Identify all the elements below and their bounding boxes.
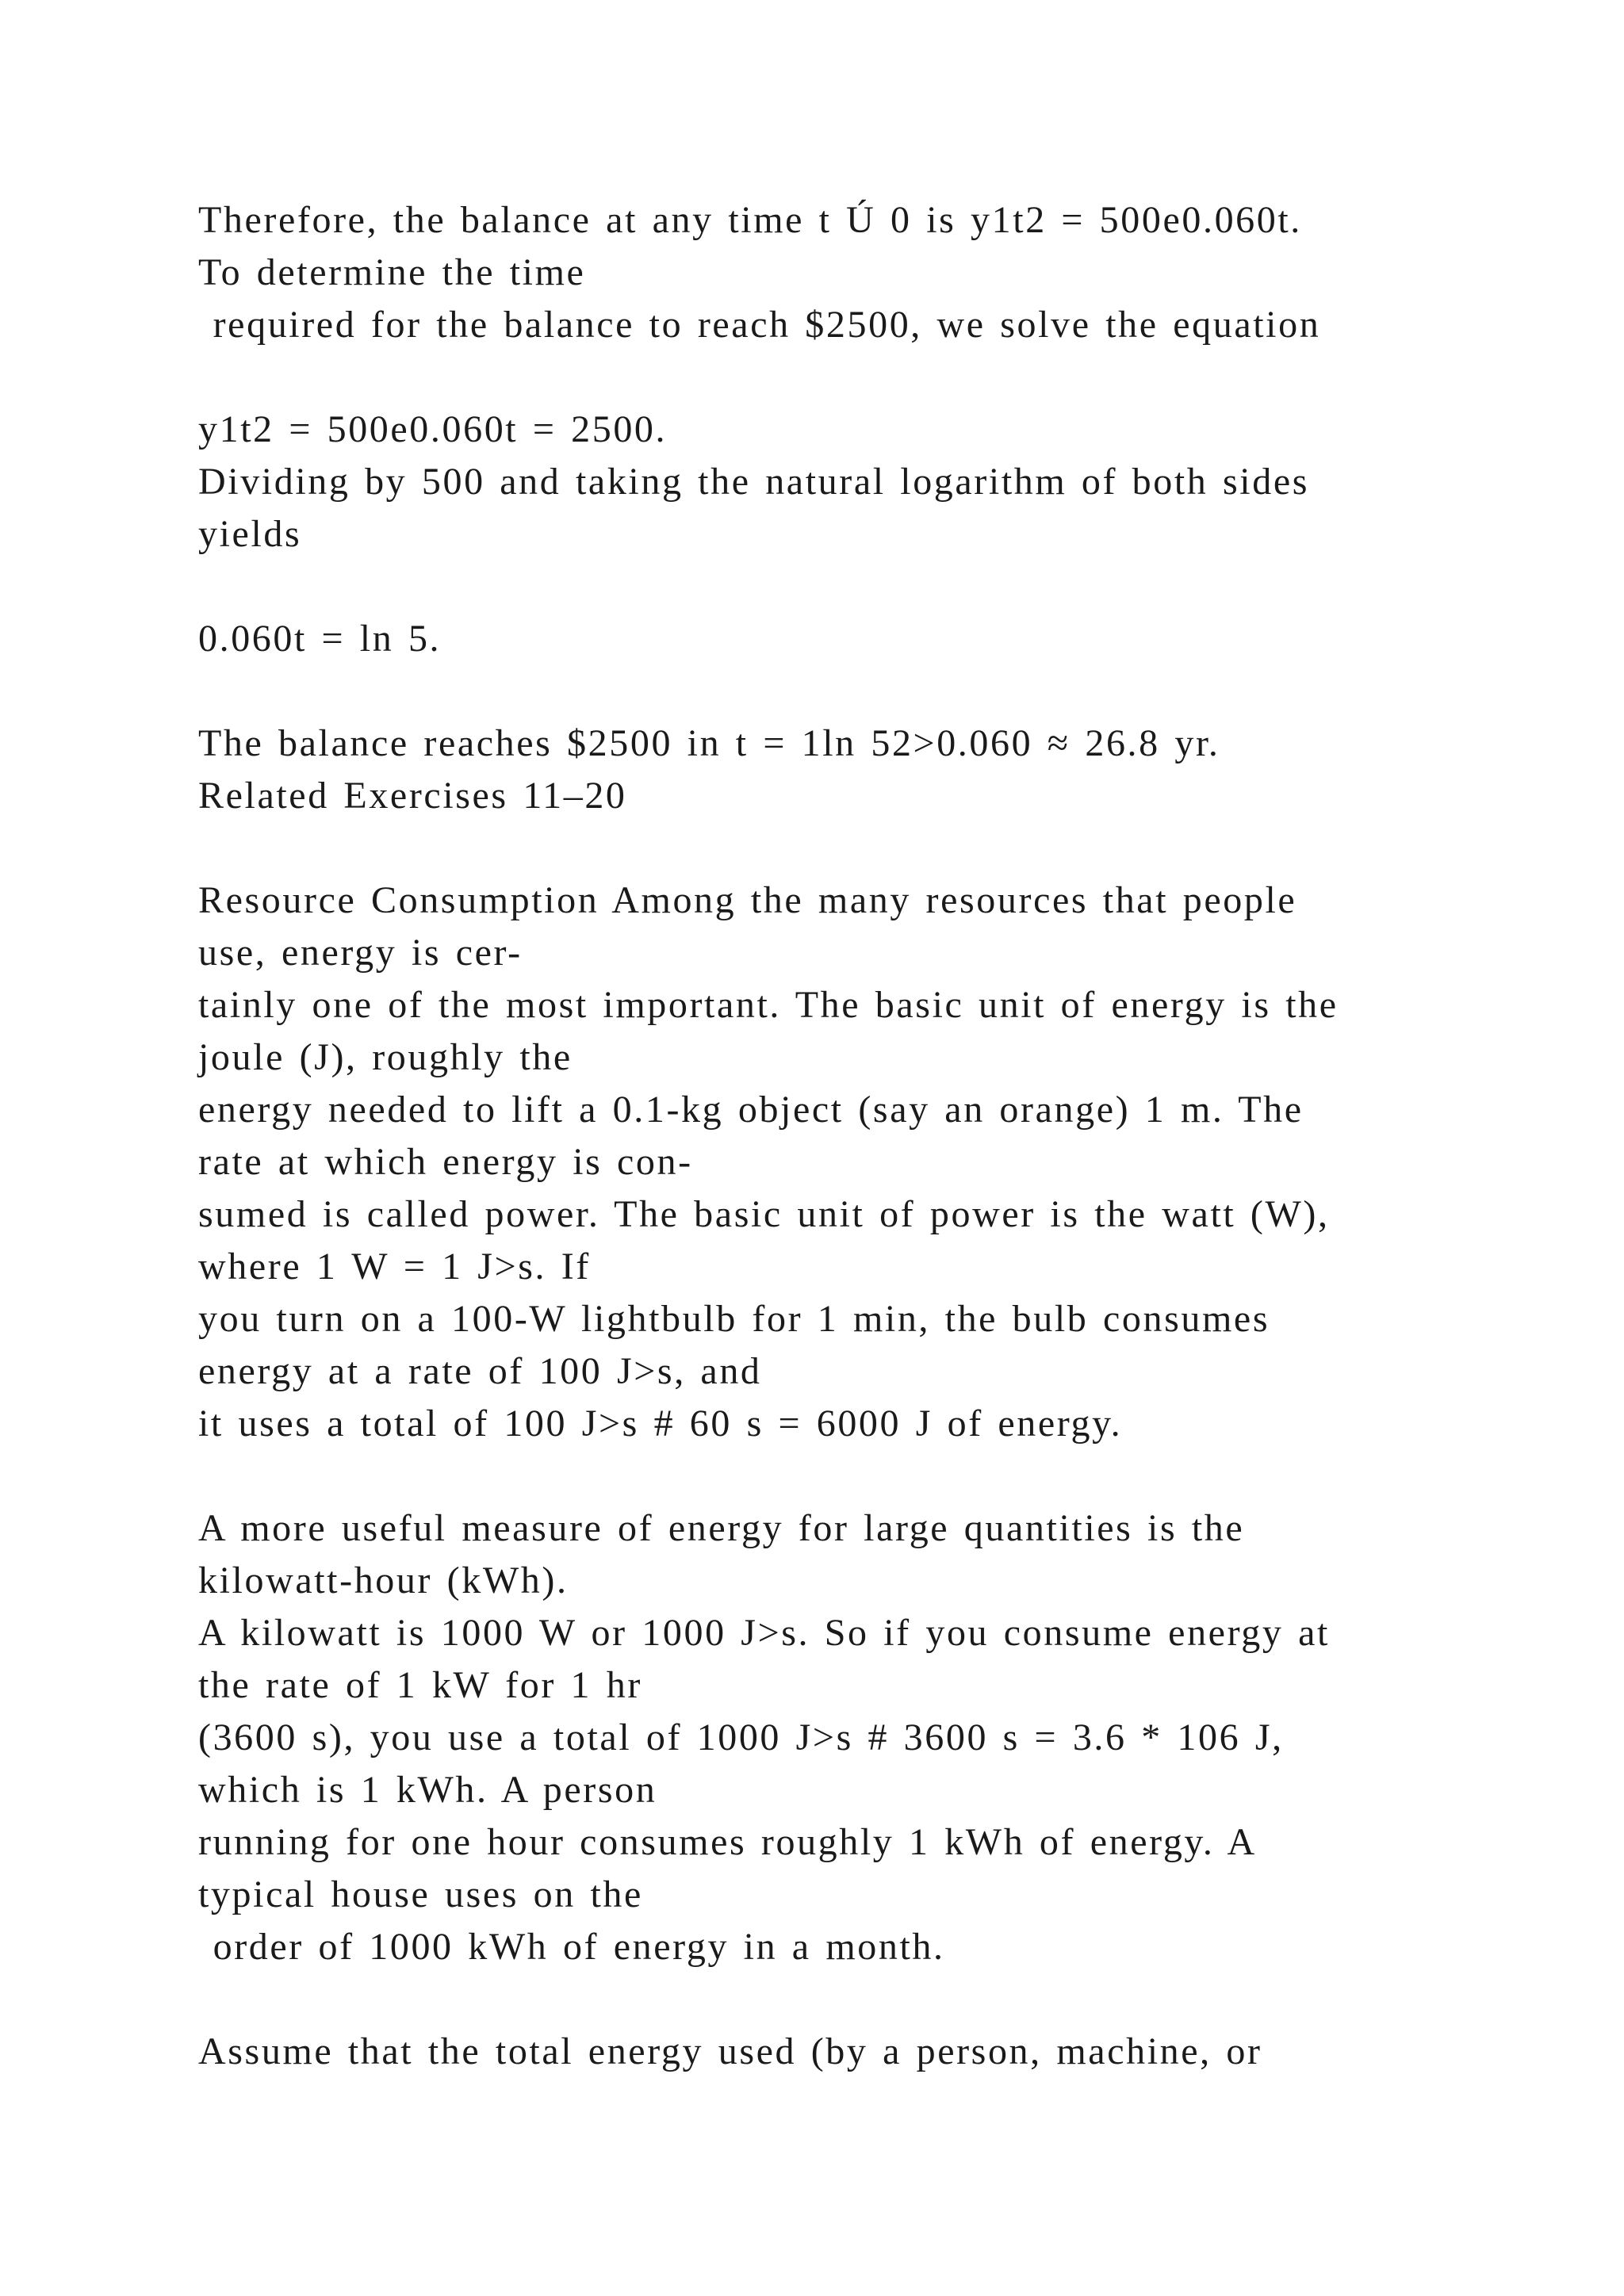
text-line: A kilowatt is 1000 W or 1000 J>s. So if you consume energy at (198, 1612, 1330, 1654)
text-line: sumed is called power. The basic unit of power is the watt (W), (198, 1193, 1330, 1235)
text-line: the rate of 1 kW for 1 hr (198, 1664, 642, 1706)
text-line: Assume that the total energy used (by a person, machine, or (198, 2030, 1262, 2072)
text-line: where 1 W = 1 J>s. If (198, 1246, 591, 1288)
text-line: Therefore, the balance at any time t Ú 0 is y1t2 = 500e0.060t. (198, 199, 1302, 241)
blank-line (198, 351, 1507, 404)
text-line: y1t2 = 500e0.060t = 2500. (198, 408, 668, 450)
text-line: energy at a rate of 100 J>s, and (198, 1350, 762, 1392)
text-line: rate at which energy is con- (198, 1141, 693, 1183)
document-body (198, 194, 1507, 2078)
text-line: Resource Consumption Among the many resources that people (198, 879, 1297, 921)
blank-line (198, 665, 1507, 718)
text-line: Related Exercises 11–20 (198, 775, 627, 817)
text-line: energy needed to lift a 0.1-kg object (say an orange) 1 m. The (198, 1089, 1304, 1131)
text-line: typical house uses on the (198, 1873, 643, 1915)
text-line: Dividing by 500 and taking the natural logarithm of both sides (198, 461, 1310, 503)
blank-line (198, 1450, 1507, 1502)
text-line: joule (J), roughly the (198, 1036, 573, 1078)
text-line: it uses a total of 100 J>s # 60 s = 6000 J of energy. (198, 1402, 1123, 1445)
text-line: 0.060t = ln 5. (198, 618, 442, 660)
text-line: (3600 s), you use a total of 1000 J>s # 3600 s = 3.6 * 106 J, (198, 1716, 1284, 1758)
text-line: The balance reaches $2500 in t = 1ln 52>0.060 ≈ 26.8 yr. (198, 722, 1220, 764)
text-line: To determine the time (198, 251, 586, 293)
text-line: you turn on a 100-W lightbulb for 1 min, the bulb consumes (198, 1298, 1270, 1340)
text-line: yields (198, 513, 302, 555)
blank-line (198, 561, 1507, 613)
blank-line (198, 822, 1507, 874)
text-line: which is 1 kWh. A person (198, 1769, 657, 1811)
text-line: required for the balance to reach $2500, we solve the equation (198, 304, 1321, 346)
text-line: order of 1000 kWh of energy in a month. (198, 1926, 945, 1968)
text-line: tainly one of the most important. The basic unit of energy is the (198, 984, 1339, 1026)
text-line: kilowatt-hour (kWh). (198, 1559, 569, 1601)
blank-line (198, 1973, 1507, 2026)
text-line: A more useful measure of energy for large quantities is the (198, 1507, 1245, 1549)
text-line: running for one hour consumes roughly 1 kWh of energy. A (198, 1821, 1257, 1863)
text-line: use, energy is cer- (198, 932, 523, 974)
